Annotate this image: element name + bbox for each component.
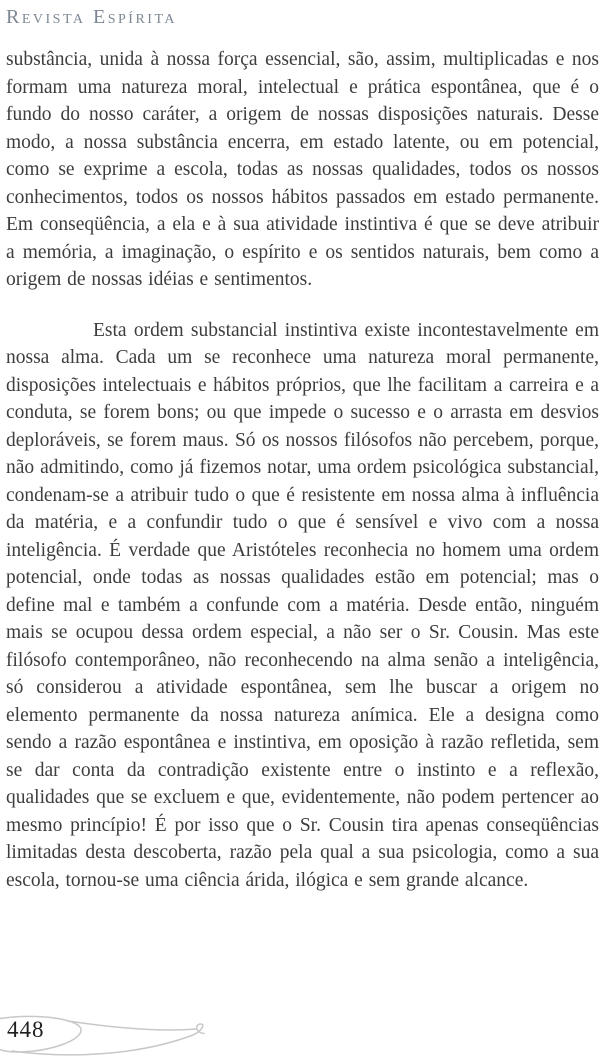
running-header-title: Revista Espírita xyxy=(6,6,177,28)
paragraph: substância, unida à nossa força essencial, são, assim, multiplicadas e nos formam uma natureza moral, intelectual e prática espontânea, que é o fundo do nosso caráter, a origem de nossas disposições naturais. Desse modo, a nossa substância encerra, em estado latente, ou em potencial, como se exprime a escola, todas as nossas qualidades, todos os nossos conhecimentos, todos os nossos hábitos passados em estado permanente. Em conseqüência, a ela e à sua atividade instintiva é que se deve atribuir a memória, a imaginação, o espírito e os sentidos naturais, bem como a origem de nossas idéias e sentimentos. xyxy=(6,49,599,290)
paragraph: Esta ordem substancial instintiva existe incontestavelmente em nossa alma. Cada um se reconhece uma natureza moral permanente, disposições intelectuais e hábitos próprios, que lhe facilitam a carreira e a conduta, se forem bons; ou que impede o sucesso e o arrasta em desvios deploráveis, se forem maus. Só os nossos filósofos não percebem, porque, não admitindo, como já fizemos notar, uma ordem psicológica substancial, condenam-se a atribuir tudo o que é resistente em nossa alma à influência da matéria, e a confundir tudo o que é sensível e vivo com a nossa inteligência. É verdade que Aristóteles reconhecia no homem uma ordem potencial, onde todas as nossas qualidades estão em potencial; mas o define mal e também a confunde com a matéria. Desde então, ninguém mais se ocupou dessa ordem especial, a não ser o Sr. Cousin. Mas este filósofo contemporâneo, não reconhecendo na alma senão a inteligência, só considerou a atividade espontânea, sem lhe buscar a origem no elemento permanente da nossa natureza anímica. Ele a designa como sendo a razão espontânea e instintiva, em oposição à razão refletida, sem se dar conta da contradição existente entre o instinto e a reflexão, qualidades que se excluem e que, evidentemente, não podem pertencer ao mesmo princípio! É por isso que o Sr. Cousin tira apenas conseqüências limitadas desta descoberta, razão pela qual a sua psicologia, como a sua escola, tornou-se uma ciência árida, ilógica e sem grande alcance. xyxy=(6,319,599,891)
page-footer xyxy=(0,1008,606,1057)
page-content xyxy=(6,46,599,894)
page-number: 448 xyxy=(7,1017,45,1042)
